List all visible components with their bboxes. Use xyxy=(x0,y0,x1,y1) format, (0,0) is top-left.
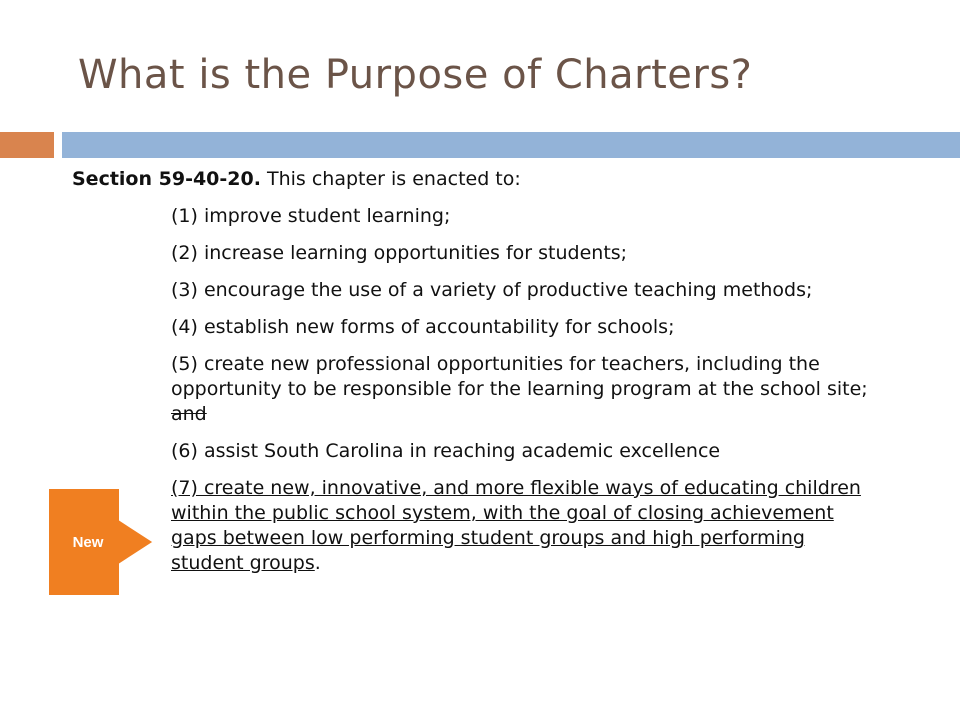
new-item-text: (7) create new, innovative, and more flexible ways of educating children within the public school system, with the goal of closing achievement gaps between low performing student groups and high performing student groups xyxy=(171,477,861,574)
accent-bar-orange xyxy=(0,132,54,158)
list-item-4: (4) establish new forms of accountability for schools; xyxy=(171,316,675,338)
list-item-5 xyxy=(171,352,871,427)
list-item-7 xyxy=(171,476,871,576)
section-label: Section 59-40-20. xyxy=(72,168,261,190)
list-item-3: (3) encourage the use of a variety of productive teaching methods; xyxy=(171,279,813,301)
list-item-6: (6) assist South Carolina in reaching academic excellence xyxy=(171,440,721,462)
slide-title: What is the Purpose of Charters? xyxy=(78,52,753,98)
accent-bar-blue xyxy=(62,132,960,158)
list-item-1: (1) improve student learning; xyxy=(171,205,451,227)
list-item-2: (2) increase learning opportunities for students; xyxy=(171,242,628,264)
new-badge xyxy=(46,486,158,598)
badge-label: New xyxy=(72,533,104,551)
section-heading xyxy=(72,168,521,190)
struck-word: and xyxy=(171,403,207,425)
list-item-5-text: (5) create new professional opportunities for teachers, including the opportunity to be responsible for the learning program at the school site; xyxy=(171,353,868,400)
purpose-list xyxy=(171,204,871,588)
section-intro: This chapter is enacted to: xyxy=(260,168,521,190)
new-item-period: . xyxy=(314,552,321,574)
